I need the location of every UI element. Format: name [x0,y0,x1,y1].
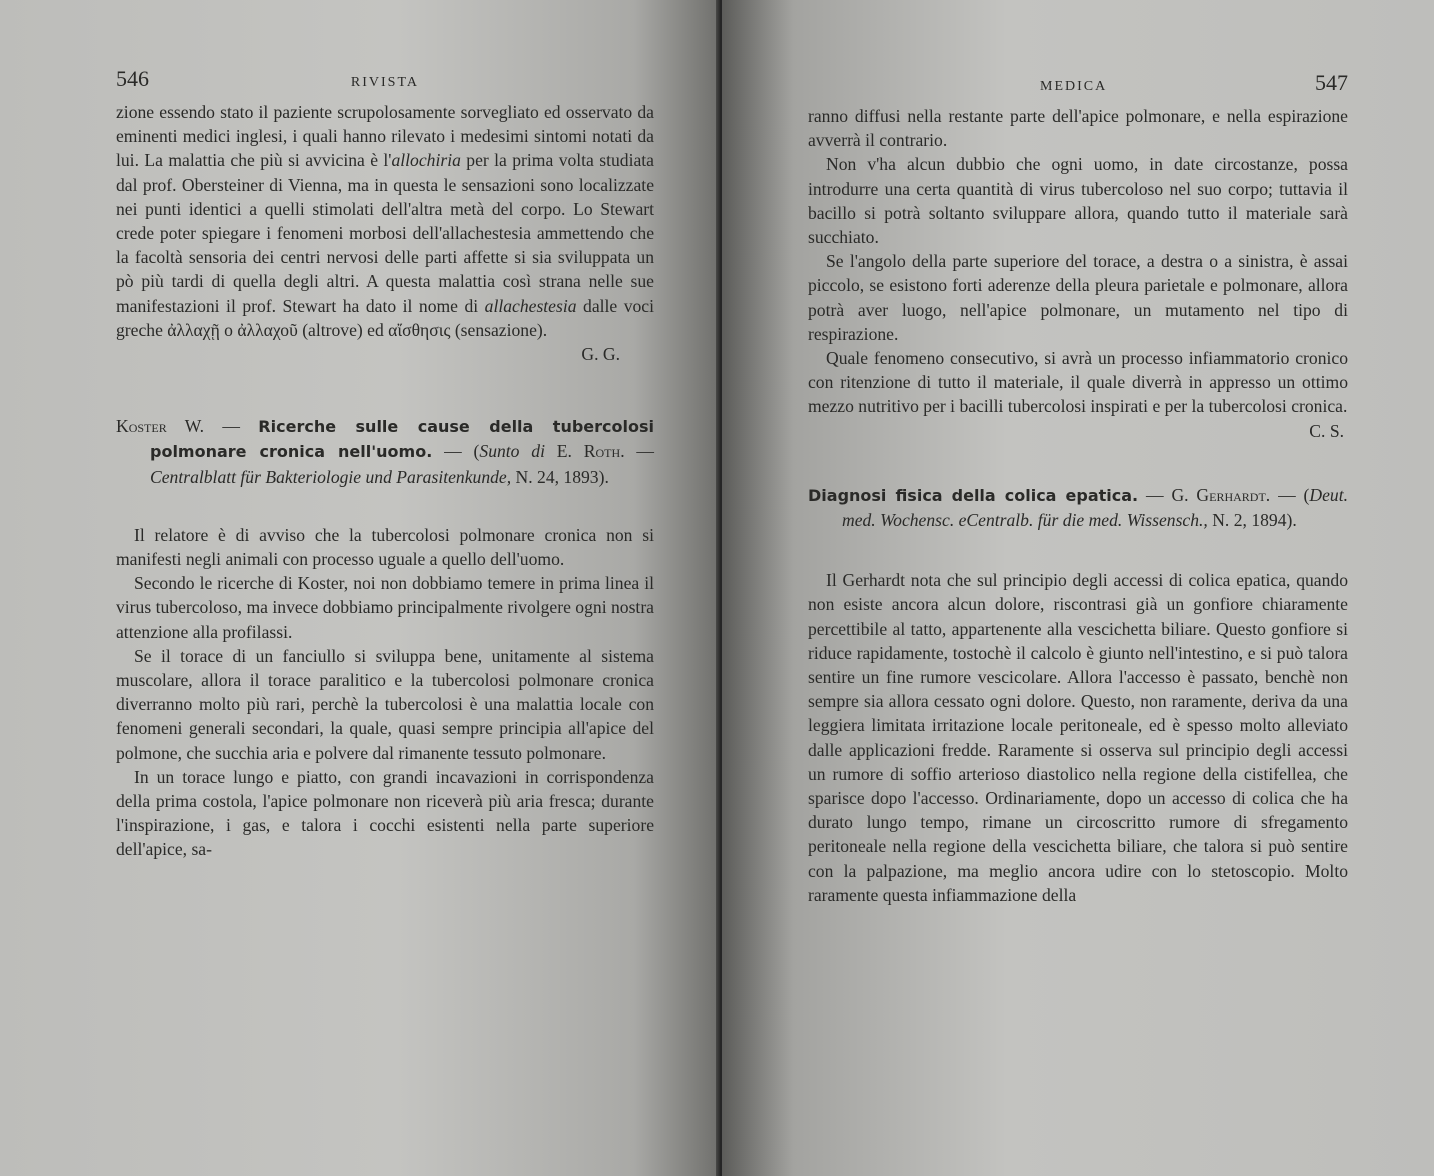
right-page [722,0,1434,1176]
body-paragraph: Non v'ha alcun dubbio che ogni uomo, in date circostanze, possa introdurre una certa quantità di virus tubercoloso nel suo corpo; tuttavia il bacillo si potrà soltanto sviluppare allora, quando tutto il materiale sarà succhiato. [808,154,1348,248]
entry-author: Koster W. [116,416,205,437]
right-continuation-paragraph: ranno diffusi nella restante parte dell'apice polmonare, e nella espirazione avverrà il contrario. [808,106,1348,151]
left-page-content [116,66,654,862]
body-paragraph: Il relatore è di avviso che la tubercolosi polmonare cronica non si manifesti negli animali con processo uguale a quello dell'uomo. [116,524,654,570]
entry-title: Ricerche sulle cause della tubercolosi polmonare cronica nell'uomo. [150,417,654,462]
body-paragraph: In un torace lungo e piatto, con grandi incavazioni in corrispondenza della prima costola, l'apice polmonare non riceverà più aria fresca; durante l'inspirazione, i gas, e talora i cocchi esistenti nella parte superiore dell'apice, sa- [116,766,654,860]
left-running-head: RIVISTA [350,75,419,90]
entry-source: Deut. med. Wochensc. eCentralb. für die med. Wissensch., [842,484,1348,531]
entry-author: Gerhardt [1196,484,1266,505]
right-running-header [808,70,1348,104]
left-entry-heading: Koster W. — Ricerche sulle cause della tubercolosi polmonare cronica nell'uomo. — (Sunto di E. Roth. — Centralblatt für Bakteriologie und Parasitenkunde, N. 24, 1893). [116,416,655,487]
right-page-number: 547 [1315,70,1348,95]
right-continuation-signature: C. S. [1309,420,1344,441]
body-paragraph: Secondo le ricerche di Koster, noi non dobbiamo temere in prima linea il virus tubercoloso, ma invece dobbiamo principalmente rivolgere ogni nostra attenzione alla profilassi. [116,573,654,642]
right-running-head: MEDICA [1040,79,1108,94]
body-paragraph: Il Gerhardt nota che sul principio degli accessi di colica epatica, quando non esiste ancora alcun dolore, riscontrasi già un gonfiore chiaramente percettibile al tatto, appartenente alla vescichetta biliare. Questo gonfiore si riduce rapidamente, tostochè il calcolo è giunto nell'intestino, e si può talora sentire un fine rumore vescicolare. Allora l'accesso è passato, benchè non sempre sia allora cessato ogni dolore. Questo, non raramente, deriva da una leggiera limitata irritazione locale peritoneale, ed è spesso molto alleviato dalle applicazioni fredde. Raramente si osserva sul principio degli accessi un rumore di soffio arterioso diastolico nella regione della cistifellea, che sparisce dopo l'accesso. Ordinariamente, dopo un accesso di colica che ha durato lungo tempo, rimane un circoscritto rumore di sfregamento peritoneale nella regione della vescichetta biliare, che talora si può sentire con la palpazione, ma meglio ancora udire con lo stetoscopio. Molto raramente questa infiammazione della [808,570,1348,905]
left-page-number: 546 [116,66,149,91]
left-running-header [116,66,654,100]
left-continuation-paragraph: zione essendo stato il paziente scrupolosamente sorvegliato ed osservato da eminenti medici inglesi, i quali hanno rilevato i medesimi sintomi notati da lui. La malattia che più si avvicina è l'allochiria per la prima volta studiata dal prof. Obersteiner di Vienna, ma in questa le sensazioni sono localizzate nei punti identici a quelli stimolati dell'altra metà del corpo. Lo Stewart crede poter spiegare i fenomeni morbosi dell'allachestesia ammettendo che la facoltà sensoria dei centri nervosi delle parti affette si sia sviluppata un pò più tardi di quella degli altri. A questa malattia così strana nelle sue manifestazioni il prof. Stewart ha dato il nome di allachestesia dalle voci greche ἀλλαχῇ o ἀλλαχοῦ (altrove) ed αἴσθησις (sensazione). [116,102,654,340]
right-entry-heading: Diagnosi fisica della colica epatica. — G. Gerhardt. — (Deut. med. Wochensc. eCentralb. für die med. Wissensch., N. 2, 1894). [808,484,1348,531]
entry-title: Diagnosi fisica della colica epatica. [808,485,1139,505]
left-continuation-signature: G. G. [581,344,620,365]
body-paragraph: Quale fenomeno consecutivo, si avrà un processo infiammatorio cronico con ritenzione di tutto il materiale, il quale diverrà in appresso un ottimo mezzo nutritivo per i bacilli tubercolosi inspirati e per la tubercolosi cronica. [808,348,1348,417]
right-page-content [808,70,1348,907]
entry-source: Centralblatt für Bakteriologie und Parasitenkunde, [150,466,512,487]
body-paragraph: Se il torace di un fanciullo si sviluppa bene, unitamente al sistema muscolare, allora il torace paralitico e la tubercolosi polmonare cronica diverranno molto più rari, perchè la tubercolosi è una malattia locale con fenomeni generali secondari, la quale, quasi sempre principia all'apice del polmone, che succhia aria e polvere dal rimanente tessuto polmonare. [116,645,654,763]
body-paragraph: Se l'angolo della parte superiore del torace, a destra o a sinistra, è assai piccolo, se esistono forti aderenze della pleura parietale e polmonare, allora potrà aver luogo, nell'apice polmonare, un mutamento nel tipo di respirazione. [808,251,1348,344]
